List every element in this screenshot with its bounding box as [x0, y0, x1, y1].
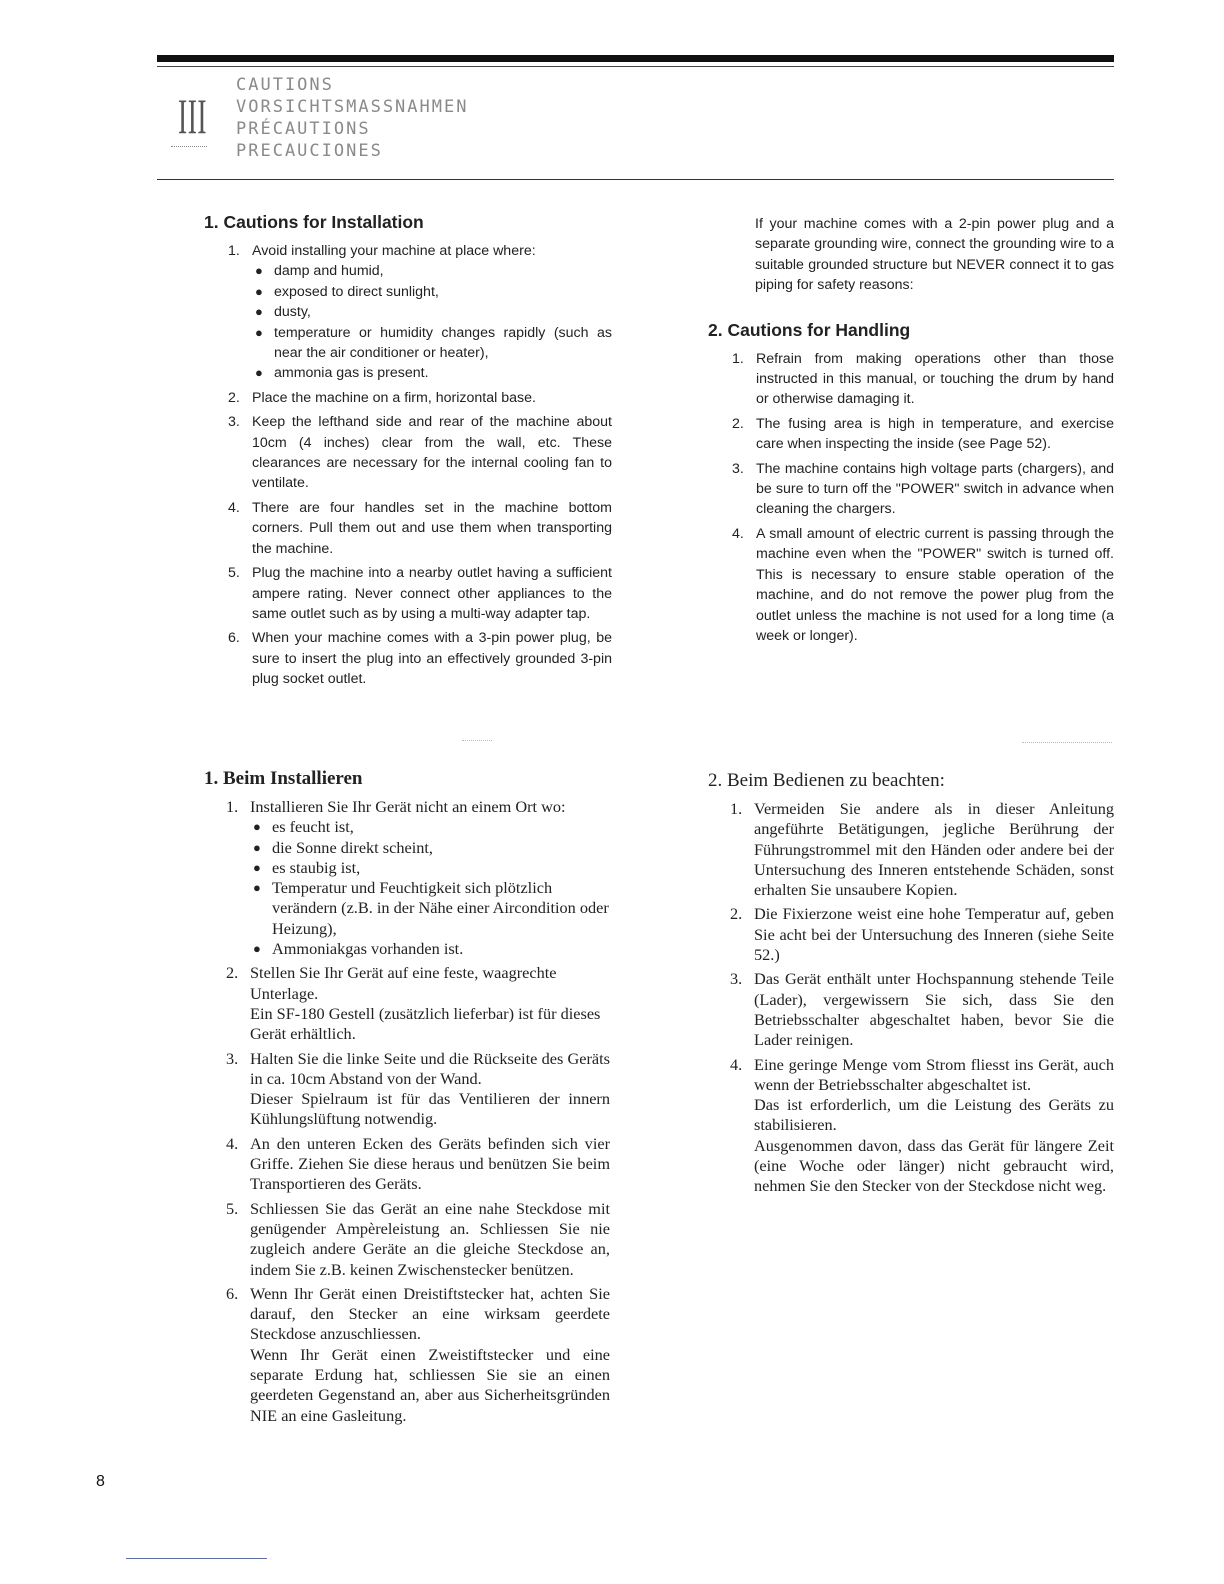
bullet-icon: ●	[255, 304, 263, 320]
list-item: 4. An den unteren Ecken des Geräts befinden sich vier Griffe. Ziehen Sie diese heraus und benützen Sie beim Transportieren des Geräts.	[226, 1133, 610, 1194]
bullet-icon: ●	[253, 819, 261, 835]
list-item: 4. There are four handles set in the machine bottom corners. Pull them out and use them when transporting the machine.	[228, 499, 612, 557]
de-handling-section	[708, 768, 1114, 1201]
bullet-item: ● temperature or humidity changes rapidly (such as near the air conditioner or heater),	[255, 324, 612, 362]
list-item: 6. When your machine comes with a 3-pin power plug, be sure to insert the plug into an effectively grounded 3-pin plug socket outlet.	[228, 630, 612, 688]
bullet-item: ● es feucht ist,	[253, 817, 354, 837]
list-item: 2. Stellen Sie Ihr Gerät auf eine feste, waagrechte Unterlage. Ein SF-180 Gestell (zusätzlich lieferbar) ist für dieses Gerät erhältlich.	[226, 963, 601, 1044]
list-item: 1. Avoid installing your machine at place where: ● damp and humid, ● exposed to direct sunlight, ● dusty, ● temperature or humidity changes rapidly (such as near the air conditioner or heater), ● ammonia gas is present.	[228, 241, 612, 384]
title-de: VORSICHTSMASSNAHMEN	[236, 97, 469, 117]
bullet-icon: ●	[253, 859, 261, 875]
list-item: 3. Halten Sie die linke Seite und die Rückseite des Geräts in ca. 10cm Abstand von der Wand. Dieser Spielraum ist für das Ventilieren der innern Kühlungslüftung notwendig.	[226, 1048, 610, 1129]
divider-dots	[1022, 742, 1112, 744]
grounding-note: If your machine comes with a 2-pin power plug and a separate grounding wire, connect the grounding wire to a suitable grounded structure but NEVER connect it to gas piping for safety reasons:	[755, 216, 1114, 294]
de-handling-heading: 2. Beim Bedienen zu beachten:	[708, 770, 945, 791]
list-item: 2. Die Fixierzone weist eine hohe Temperatur auf, geben Sie acht bei der Untersuchung des Inneren (siehe Seite 52.)	[730, 904, 1114, 965]
bullet-item: ● Ammoniakgas vorhanden ist.	[253, 939, 464, 959]
en-installation-heading: 1. Cautions for Installation	[204, 212, 424, 232]
top-rule-thick	[157, 55, 1114, 62]
list-item: 5. Schliessen Sie das Gerät an eine nahe Steckdose mit genügender Ampèreleistung an. Schliessen Sie nie zugleich andere Geräte an die gleiche Steckdose an, indem Sie z.B. keinen Zwischenstecker benützen.	[226, 1198, 610, 1279]
en-handling-section	[708, 214, 1114, 650]
page-number: 8	[96, 1473, 105, 1490]
list-item: 3. Das Gerät enthält unter Hochspannung stehende Teile (Lader), vergewissern Sie sich, dass Sie den Betriebsschalter abgeschaltet haben, bevor Sie die Lader reinigen.	[730, 969, 1114, 1050]
list-item: 2. Place the machine on a firm, horizontal base.	[228, 389, 536, 406]
de-installation-heading: 1. Beim Installieren	[204, 768, 363, 789]
roman-underline	[171, 146, 207, 148]
bullet-item: ● ammonia gas is present.	[252, 363, 612, 383]
list-item: 3. The machine contains high voltage parts (chargers), and be sure to turn off the "POWER" switch in advance when cleaning the chargers.	[732, 460, 1114, 518]
bullet-icon: ●	[253, 839, 261, 855]
bullet-item: ● dusty,	[252, 302, 612, 322]
list-item: 5. Plug the machine into a nearby outlet having a sufficient ampere rating. Never connect other appliances to the same outlet such as by using a multi-way adapter tap.	[228, 565, 612, 622]
bullet-item: ● die Sonne direkt scheint,	[253, 837, 433, 857]
title-fr: PRÉCAUTIONS	[236, 119, 371, 139]
title-es: PRECAUCIONES	[236, 141, 383, 161]
list-item: 1. Vermeiden Sie andere als in dieser Anleitung angeführte Betätigungen, jegliche Berührung der Führungstrommel mit den Händen oder andere bei der Untersuchung des Inneren entstehende Schäden, sonst erhalten Sie unsaubere Kopien.	[730, 799, 1114, 900]
divider-dots	[462, 740, 492, 742]
list-item: 4. Eine geringe Menge vom Strom fliesst ins Gerät, auch wenn der Betriebsschalter abgeschaltet ist. Das ist erforderlich, um die Leistung des Geräts zu stabilisieren. Ausgenommen davon, dass das Gerät für längere Zeit (eine Woche oder länger) nicht gebraucht wird, nehmen Sie den Stecker von der Steckdose nicht weg.	[730, 1054, 1114, 1196]
section-roman-numeral: III	[178, 88, 208, 144]
bullet-icon: ●	[255, 263, 263, 279]
top-rule-thin	[157, 66, 1114, 67]
bullet-item: ● exposed to direct sunlight,	[252, 282, 612, 302]
en-handling-heading: 2. Cautions for Handling	[708, 319, 911, 340]
list-item: 6. Wenn Ihr Gerät einen Dreistiftstecker hat, achten Sie darauf, den Stecker an eine wirksam geerdete Steckdose anzuschliessen. Wenn Ihr Gerät einen Zweistiftstecker und eine separate Erdung hat, schliessen Sie sie an einen geerdeten Gegenstand an, aber aus Sicherheitsgründen NIE an eine Gasleitung.	[226, 1283, 610, 1425]
bullet-item: ● damp and humid,	[252, 261, 612, 281]
bullet-icon: ●	[255, 283, 263, 299]
list-item: 2. The fusing area is high in temperature, and exercise care when inspecting the inside (see Page 52).	[732, 415, 1114, 453]
list-item: 4. A small amount of electric current is passing through the machine even when the "POWER" switch is turned off. This is necessary to ensure stable operation of the machine, and do not remove the power plug from the outlet unless the machine is not used for a long time (a week or longer).	[732, 525, 1114, 644]
bullet-icon: ●	[253, 941, 261, 957]
de-installation-section	[204, 766, 610, 1430]
en-installation-section	[204, 210, 612, 694]
bullet-item: ● Temperatur und Feuchtigkeit sich plötzlich verändern (z.B. in der Nähe einer Aircondition oder Heizung),	[253, 878, 609, 938]
bullet-icon: ●	[255, 365, 263, 381]
title-en: CAUTIONS	[236, 75, 334, 95]
bullet-item: ● es staubig ist,	[253, 857, 361, 877]
header-rule	[157, 179, 1114, 180]
list-item: 1. Installieren Sie Ihr Gerät nicht an einem Ort wo: ● es feucht ist, ● die Sonne direkt scheint, ● es staubig ist, ● Temperatur und Feuchtigkeit sich plötzlich verändern (z.B. in der Nähe einer Aircondition oder Heizung), ● Ammoniakgas vorhanden ist.	[226, 797, 609, 959]
bullet-icon: ●	[255, 324, 263, 340]
section-titles	[236, 74, 468, 162]
list-item: 1. Refrain from making operations other than those instructed in this manual, or touching the drum by hand or otherwise damaging it.	[732, 350, 1114, 408]
bullet-icon: ●	[253, 880, 261, 896]
bottom-line	[126, 1558, 267, 1559]
list-item: 3. Keep the lefthand side and rear of the machine about 10cm (4 inches) clear from the wall, etc. These clearances are necessary for the internal cooling fan to ventilate.	[228, 414, 612, 492]
